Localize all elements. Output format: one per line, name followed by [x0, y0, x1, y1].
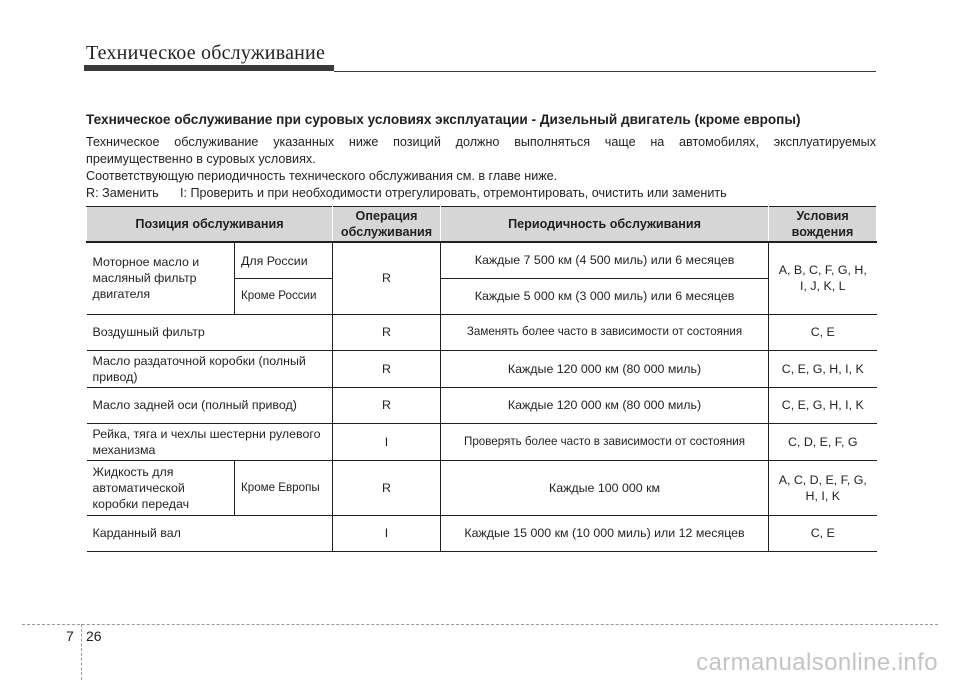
page-chapter-number: 7 — [66, 628, 74, 644]
row-steering-operation: I — [333, 423, 441, 460]
header-rule-thin — [334, 71, 876, 72]
header-operation: Операция обслуживания — [333, 207, 441, 243]
row-transfer-oil-operation: R — [333, 350, 441, 387]
header-rule-thick — [84, 65, 334, 71]
row-rear-axle-oil-interval: Каждые 120 000 км (80 000 миль) — [441, 387, 769, 423]
legend-line — [86, 185, 876, 202]
row-propshaft-conditions: C, E — [769, 515, 877, 551]
table-row — [87, 423, 877, 460]
header-position: Позиция обслуживания — [87, 207, 333, 243]
row-rear-axle-oil-item: Масло задней оси (полный привод) — [87, 387, 333, 423]
row-oil-conditions: A, B, C, F, G, H, I, J, K, L — [769, 242, 877, 314]
row-transfer-oil-item: Масло раздаточной коробки (полный привод) — [87, 350, 333, 387]
row-atf-conditions: A, C, D, E, F, G, H, I, K — [769, 460, 877, 515]
header-interval: Периодичность обслуживания — [441, 207, 769, 243]
intro-line-1: Техническое обслуживание указанных ниже позиций должно выполняться чаще на автомобилях, эксплуатируемых — [86, 135, 876, 149]
footer-dashed-divider — [81, 624, 82, 680]
maintenance-table — [86, 206, 877, 552]
page-header-title: Техническое обслуживание — [86, 42, 326, 64]
section-heading: Техническое обслуживание при суровых условиях эксплуатации - Дизельный двигатель (кроме европы) — [86, 112, 801, 127]
row-oil-sub-russia: Для России — [235, 242, 333, 278]
table-row — [87, 460, 877, 515]
watermark: carmanualsonline.info — [696, 649, 938, 676]
row-oil-interval-non-russia: Каждые 5 000 км (3 000 миль) или 6 месяцев — [441, 278, 769, 314]
row-steering-conditions: C, D, E, F, G — [769, 423, 877, 460]
table-row — [87, 350, 877, 387]
row-oil-operation: R — [333, 242, 441, 314]
row-atf-item: Жидкость для автоматической коробки передач — [87, 460, 235, 515]
row-air-filter-operation: R — [333, 314, 441, 350]
legend-i: I: Проверить и при необходимости отрегулировать, отремонтировать, очистить или заменить — [180, 186, 727, 200]
row-propshaft-item: Карданный вал — [87, 515, 333, 551]
row-transfer-oil-interval: Каждые 120 000 км (80 000 миль) — [441, 350, 769, 387]
row-air-filter-conditions: C, E — [769, 314, 877, 350]
intro-line-3: Соответствующую периодичность технического обслуживания см. в главе ниже. — [86, 169, 558, 183]
table-row — [87, 314, 877, 350]
row-oil-item: Моторное масло и масляный фильтр двигателя — [87, 242, 235, 314]
row-rear-axle-oil-conditions: C, E, G, H, I, K — [769, 387, 877, 423]
table-row — [87, 242, 877, 278]
row-oil-sub-non-russia: Кроме России — [235, 278, 333, 314]
footer-dashed-rule — [22, 624, 938, 625]
row-atf-interval: Каждые 100 000 км — [441, 460, 769, 515]
intro-text — [86, 134, 876, 202]
page-number: 26 — [86, 628, 102, 644]
row-propshaft-interval: Каждые 15 000 км (10 000 миль) или 12 месяцев — [441, 515, 769, 551]
table-row — [87, 387, 877, 423]
legend-r: R: Заменить — [86, 186, 159, 200]
row-propshaft-operation: I — [333, 515, 441, 551]
row-rear-axle-oil-operation: R — [333, 387, 441, 423]
table-header-row — [87, 207, 877, 243]
intro-line-2: преимущественно в суровых условиях. — [86, 152, 316, 166]
row-steering-item: Рейка, тяга и чехлы шестерни рулевого механизма — [87, 423, 333, 460]
row-oil-interval-russia: Каждые 7 500 км (4 500 миль) или 6 месяцев — [441, 242, 769, 278]
row-air-filter-interval: Заменять более часто в зависимости от состояния — [441, 314, 769, 350]
row-air-filter-item: Воздушный фильтр — [87, 314, 333, 350]
row-atf-sub: Кроме Европы — [235, 460, 333, 515]
row-atf-operation: R — [333, 460, 441, 515]
row-transfer-oil-conditions: C, E, G, H, I, K — [769, 350, 877, 387]
row-steering-interval: Проверять более часто в зависимости от состояния — [441, 423, 769, 460]
header-conditions: Условия вождения — [769, 207, 877, 243]
table-row — [87, 515, 877, 551]
